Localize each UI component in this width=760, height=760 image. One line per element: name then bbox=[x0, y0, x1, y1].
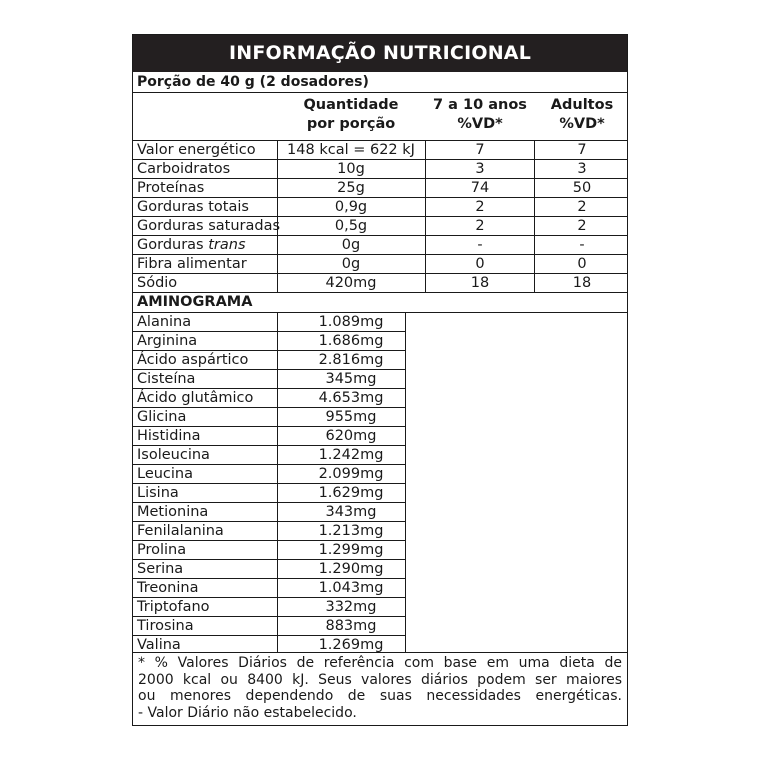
amino-acid-quantity: 345mg bbox=[325, 371, 377, 387]
amino-acid-name: Leucina bbox=[137, 466, 194, 482]
header-kids-line2: %VD* bbox=[457, 116, 503, 132]
table-row bbox=[133, 617, 405, 636]
header-quantity-line2: por porção bbox=[306, 116, 396, 132]
table-row bbox=[133, 236, 627, 255]
panel-title: INFORMAÇÃO NUTRICIONAL bbox=[133, 35, 627, 72]
nutrient-kids-dv: 2 bbox=[475, 218, 485, 234]
nutrient-name: Gorduras saturadas bbox=[137, 218, 281, 234]
table-row bbox=[133, 408, 405, 427]
amino-acid-name: Tirosina bbox=[137, 618, 194, 634]
amino-acid-quantity: 1.089mg bbox=[318, 314, 384, 330]
nutrient-adults-dv: 0 bbox=[577, 256, 587, 272]
nutrition-facts-panel bbox=[132, 34, 628, 726]
nutrient-name: Gorduras totais bbox=[137, 199, 249, 215]
portion-size: Porção de 40 g (2 dosadores) bbox=[137, 74, 369, 90]
nutrient-quantity: 10g bbox=[337, 161, 365, 177]
amino-acid-name: Triptofano bbox=[137, 599, 210, 615]
table-row bbox=[133, 598, 405, 617]
table-row bbox=[133, 541, 405, 560]
table-row bbox=[133, 446, 405, 465]
table-row bbox=[133, 179, 627, 198]
nutrient-adults-dv: 2 bbox=[577, 199, 587, 215]
header-adults-dv bbox=[538, 96, 626, 134]
column-divider bbox=[534, 141, 535, 293]
amino-acid-quantity: 1.213mg bbox=[318, 523, 384, 539]
table-row bbox=[133, 579, 405, 598]
column-divider bbox=[425, 141, 426, 293]
amino-acid-name: Cisteína bbox=[137, 371, 196, 387]
amino-acid-name: Glicina bbox=[137, 409, 187, 425]
amino-acid-quantity: 1.299mg bbox=[318, 542, 384, 558]
header-kids-dv bbox=[430, 96, 530, 134]
table-row bbox=[133, 370, 405, 389]
nutrient-kids-dv: 2 bbox=[475, 199, 485, 215]
column-divider bbox=[277, 313, 278, 652]
amino-acid-name: Metionina bbox=[137, 504, 209, 520]
amino-acid-quantity: 1.269mg bbox=[318, 637, 384, 653]
nutrient-name: Proteínas bbox=[137, 180, 205, 196]
amino-acid-name: Fenilalanina bbox=[137, 523, 224, 539]
nutrient-kids-dv: 74 bbox=[470, 180, 490, 196]
footnote-line: 2000 kcal ou 8400 kJ. Seus valores diários podem ser maiores bbox=[138, 671, 622, 688]
amino-acid-quantity: 1.629mg bbox=[318, 485, 384, 501]
amino-acid-name: Ácido glutâmico bbox=[137, 390, 254, 406]
nutrient-adults-dv: 3 bbox=[577, 161, 587, 177]
amino-acid-name: Histidina bbox=[137, 428, 201, 444]
header-quantity bbox=[281, 96, 421, 134]
nutrient-adults-dv: 18 bbox=[572, 275, 592, 291]
amino-acid-name: Prolina bbox=[137, 542, 187, 558]
amino-acid-quantity: 343mg bbox=[325, 504, 377, 520]
aminogram-title: AMINOGRAMA bbox=[137, 294, 253, 310]
table-row bbox=[133, 351, 405, 370]
nutrient-name bbox=[137, 236, 246, 255]
footnote-line: * % Valores Diários de referência com base em uma dieta de bbox=[138, 655, 622, 671]
nutrient-kids-dv: 7 bbox=[475, 142, 485, 158]
header-adults-line2: %VD* bbox=[559, 116, 605, 132]
header-quantity-line1: Quantidade bbox=[303, 97, 399, 113]
nutrient-kids-dv: 18 bbox=[470, 275, 490, 291]
nutrient-quantity: 0,9g bbox=[334, 199, 368, 215]
amino-acid-name: Lisina bbox=[137, 485, 179, 501]
table-row bbox=[133, 274, 627, 293]
amino-acid-name: Serina bbox=[137, 561, 184, 577]
table-row bbox=[133, 332, 405, 351]
table-row bbox=[133, 465, 405, 484]
table-row bbox=[133, 522, 405, 541]
nutrient-quantity: 148 kcal = 622 kJ bbox=[287, 142, 415, 158]
nutrient-quantity: 0g bbox=[341, 237, 361, 253]
nutrient-name-prefix: Gorduras bbox=[137, 237, 209, 253]
nutrient-name: Sódio bbox=[137, 275, 178, 291]
amino-acid-quantity: 332mg bbox=[325, 599, 377, 615]
amino-acid-name: Isoleucina bbox=[137, 447, 210, 463]
nutrient-quantity: 420mg bbox=[325, 275, 377, 291]
amino-acid-quantity: 4.653mg bbox=[318, 390, 384, 406]
amino-acid-name: Arginina bbox=[137, 333, 198, 349]
nutrient-kids-dv: 0 bbox=[475, 256, 485, 272]
amino-acid-quantity: 883mg bbox=[325, 618, 377, 634]
divider bbox=[133, 92, 627, 93]
table-row bbox=[133, 313, 405, 332]
footnote-line: ou menores dependendo de suas necessidades energéticas. bbox=[138, 688, 622, 704]
amino-acid-quantity: 2.099mg bbox=[318, 466, 384, 482]
column-divider bbox=[405, 313, 406, 652]
nutrient-name: Valor energético bbox=[137, 142, 256, 158]
table-row bbox=[133, 217, 627, 236]
table-row bbox=[133, 560, 405, 579]
nutrient-quantity: 0,5g bbox=[334, 218, 368, 234]
amino-acid-quantity: 2.816mg bbox=[318, 352, 384, 368]
nutrient-name: Fibra alimentar bbox=[137, 256, 247, 272]
footnote bbox=[138, 655, 622, 721]
nutrient-quantity: 25g bbox=[337, 180, 365, 196]
amino-acid-quantity: 955mg bbox=[325, 409, 377, 425]
table-row bbox=[133, 484, 405, 503]
nutrient-kids-dv: - bbox=[477, 237, 483, 253]
nutrient-adults-dv: 50 bbox=[572, 180, 592, 196]
table-row bbox=[133, 427, 405, 446]
table-row bbox=[133, 503, 405, 522]
table-row bbox=[133, 198, 627, 217]
amino-acid-name: Ácido aspártico bbox=[137, 352, 249, 368]
amino-acid-name: Treonina bbox=[137, 580, 199, 596]
nutrient-name: Carboidratos bbox=[137, 161, 231, 177]
amino-acid-name: Valina bbox=[137, 637, 181, 653]
amino-acid-name: Alanina bbox=[137, 314, 192, 330]
nutrient-name-italic: trans bbox=[208, 237, 246, 253]
amino-acid-quantity: 1.290mg bbox=[318, 561, 384, 577]
amino-acid-quantity: 620mg bbox=[325, 428, 377, 444]
divider bbox=[133, 652, 627, 653]
nutrient-kids-dv: 3 bbox=[475, 161, 485, 177]
nutrient-adults-dv: - bbox=[579, 237, 585, 253]
column-divider bbox=[277, 141, 278, 293]
amino-acid-quantity: 1.043mg bbox=[318, 580, 384, 596]
nutrient-adults-dv: 7 bbox=[577, 142, 587, 158]
header-adults-line1: Adultos bbox=[550, 97, 614, 113]
footnote-line: - Valor Diário não estabelecido. bbox=[138, 704, 357, 721]
header-kids-line1: 7 a 10 anos bbox=[433, 97, 527, 113]
table-row bbox=[133, 141, 627, 160]
table-row bbox=[133, 389, 405, 408]
nutrient-quantity: 0g bbox=[341, 256, 361, 272]
amino-acid-quantity: 1.686mg bbox=[318, 333, 384, 349]
table-row bbox=[133, 255, 627, 274]
amino-acid-quantity: 1.242mg bbox=[318, 447, 384, 463]
nutrient-adults-dv: 2 bbox=[577, 218, 587, 234]
table-row bbox=[133, 160, 627, 179]
